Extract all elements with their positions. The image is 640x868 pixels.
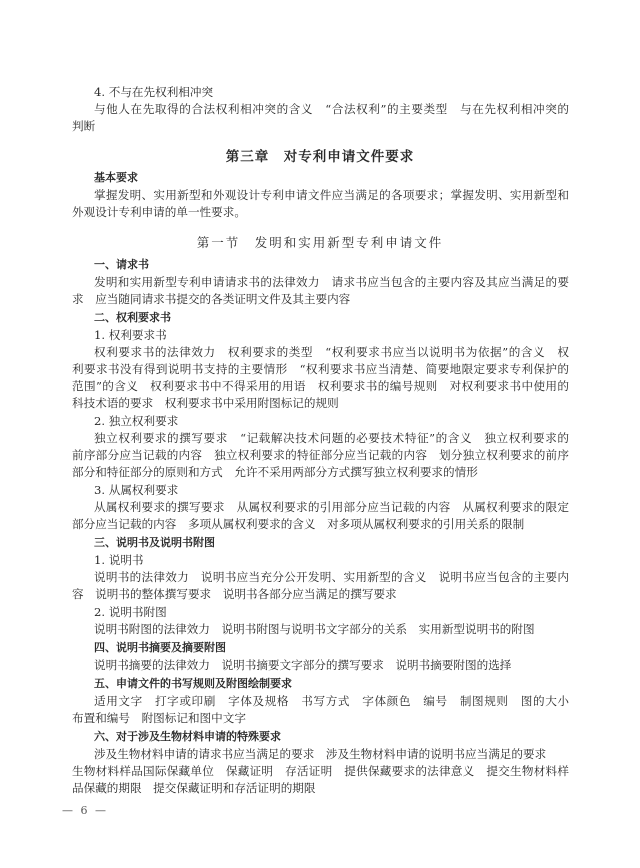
subheading-claims: 1. 权利要求书: [94, 328, 167, 342]
paragraph-line: 求 应当随同请求书提交的各类证明文件及其主要内容: [72, 292, 351, 306]
paragraph-line: 说明书摘要的法律效力 说明书摘要文字部分的撰写要求 说明书摘要附图的选择: [94, 658, 512, 672]
heading-request: 一、请求书: [94, 258, 149, 271]
section-title: 第一节 发明和实用新型专利申请文件: [196, 235, 444, 250]
paragraph-line: 部分应当记载的内容 多项从属权利要求的含义 对多项从属权利要求的引用关系的限制: [72, 517, 525, 531]
heading-writing-rules: 五、申请文件的书写规则及附图绘制要求: [94, 677, 292, 690]
basic-requirements-heading: 基本要求: [94, 171, 138, 184]
paragraph-line: 范围”的含义 权利要求书中不得采用的用语 权利要求书的编号规则 对权利要求书中使用的: [72, 379, 569, 393]
paragraph-line: 适用文字 打字或印刷 字体及规格 书写方式 字体颜色 编号 制图规则 图的大小: [94, 694, 569, 708]
paragraph-line: 生物材料样品国际保藏单位 保藏证明 存活证明 提供保藏要求的法律意义 提交生物材料样: [72, 764, 569, 778]
subheading-drawings: 2. 说明书附图: [94, 605, 167, 619]
paragraph-line: 发明和实用新型专利申请请求书的法律效力 请求书应当包含的主要内容及其应当满足的要: [94, 275, 569, 289]
subheading-4: 4. 不与在先权利相冲突: [94, 85, 214, 99]
subheading-dependent-claims: 3. 从属权利要求: [94, 483, 179, 497]
paragraph-line: 从属权利要求的撰写要求 从属权利要求的引用部分应当记载的内容 从属权利要求的限定: [94, 500, 569, 514]
page-number: — 6 —: [62, 804, 108, 817]
paragraph-line: 涉及生物材料申请的请求书应当满足的要求 涉及生物材料申请的说明书应当满足的要求: [94, 747, 547, 761]
paragraph-line: 部分和特征部分的原则和方式 允许不采用两部分方式撰写独立权利要求的情形: [72, 465, 478, 479]
paragraph-line: 利要求书没有得到说明书支持的主要情形 “权利要求书应当清楚、简要地限定要求专利保护的: [72, 362, 569, 376]
chapter-title: 第三章 对专利申请文件要求: [225, 149, 415, 165]
paragraph-line: 布置和编号 附图标记和图中文字: [72, 711, 246, 725]
paragraph-line: 说明书附图的法律效力 说明书附图与说明书文字部分的关系 实用新型说明书的附图: [94, 622, 535, 636]
subheading-independent-claims: 2. 独立权利要求: [94, 414, 179, 428]
paragraph-line: 容 说明书的整体撰写要求 说明书各部分应当满足的撰写要求: [72, 587, 397, 601]
paragraph-line: 权利要求书的法律效力 权利要求的类型 “权利要求书应当以说明书为依据”的含义 权: [94, 345, 569, 359]
paragraph-line: 独立权利要求的撰写要求 “记载解决技术问题的必要技术特征”的含义 独立权利要求的: [94, 431, 569, 445]
paragraph-line: 掌握发明、实用新型和外观设计专利申请文件应当满足的各项要求；掌握发明、实用新型和: [94, 188, 569, 202]
paragraph-line: 科技术语的要求 权利要求书中采用附图标记的规则: [72, 396, 339, 410]
subheading-description: 1. 说明书: [94, 553, 144, 567]
paragraph-line: 说明书的法律效力 说明书应当充分公开发明、实用新型的含义 说明书应当包含的主要内: [94, 570, 569, 584]
paragraph-line: 前序部分应当记载的内容 独立权利要求的特征部分应当记载的内容 划分独立权利要求的前序: [72, 448, 569, 462]
heading-biomaterial: 六、对于涉及生物材料申请的特殊要求: [94, 730, 281, 743]
heading-description: 三、说明书及说明书附图: [94, 536, 215, 549]
paragraph-line: 与他人在先取得的合法权利相冲突的含义 “合法权利”的主要类型 与在先权利相冲突的: [94, 102, 569, 116]
paragraph-line: 判断: [72, 119, 96, 133]
heading-claims: 二、权利要求书: [94, 311, 171, 324]
paragraph-line: 品保藏的期限 提交保藏证明和存活证明的期限: [72, 781, 316, 795]
heading-abstract: 四、说明书摘要及摘要附图: [94, 641, 226, 654]
paragraph-line: 外观设计专利申请的单一性要求。: [72, 205, 246, 219]
